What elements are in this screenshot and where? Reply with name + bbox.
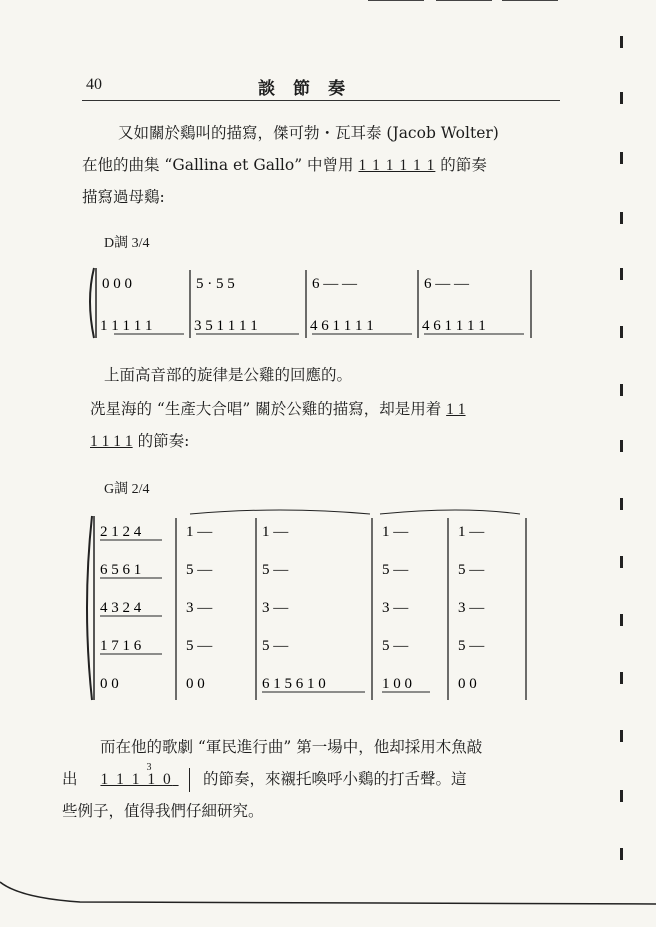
header-rule (82, 100, 560, 101)
example1-lower-m4: 4 6 1 1 1 1 (422, 318, 486, 334)
example2-row-1 (100, 524, 485, 540)
margin-mark (620, 268, 623, 280)
example1-lower-m3: 4 6 1 1 1 1 (310, 318, 374, 334)
top-edge-rule (502, 0, 558, 1)
para2-line2 (90, 394, 466, 425)
para3-rhythm-text: 1 1 1 1 0 (100, 771, 173, 788)
example1-key: D調 3/4 (104, 236, 150, 251)
margin-mark (620, 384, 623, 396)
ex2-r5-c3: 6 1 5 6 1 0 (262, 676, 326, 692)
para3-line2-text-b: 的節奏，來襯托喚呼小鷄的打舌聲。這 (203, 770, 467, 788)
ex2-r5-c4: 1 0 0 (382, 676, 412, 692)
para2-rhythm-b: 1 1 1 1 (90, 433, 133, 450)
example1-score (84, 262, 544, 344)
ex2-r2-c4: 5 — (382, 562, 409, 578)
top-edge-rule (436, 0, 492, 1)
example1-upper-m1: 0 0 0 (102, 276, 132, 292)
ex2-r2-c1: 6 5 6 1 (100, 562, 142, 578)
para2-line1: 上面高音部的旋律是公雞的回應的。 (104, 366, 353, 384)
margin-mark (620, 614, 623, 626)
para1-line3: 描寫過母鷄: (82, 188, 165, 206)
ex2-r3-c3: 3 — (262, 600, 289, 616)
margin-mark (620, 730, 623, 742)
page-number: 40 (86, 76, 102, 93)
para3-line1: 而在他的歌劇 “軍民進行曲” 第一場中，他却採用木魚敲 (100, 738, 483, 756)
example2-row-5 (100, 676, 477, 692)
ex2-r1-c5: 1 — (458, 524, 485, 540)
ex2-r4-c1: 1 7 1 6 (100, 638, 142, 654)
example1-upper-m3: 6 — — (312, 276, 357, 292)
ex2-r4-c2: 5 — (186, 638, 213, 654)
para2-rhythm-a: 1 1 (446, 401, 466, 418)
ex2-r3-c4: 3 — (382, 600, 409, 616)
margin-mark (620, 848, 623, 860)
ex2-r4-c5: 5 — (458, 638, 485, 654)
ex2-r5-c2: 0 0 (186, 676, 205, 692)
para3-rhythm (100, 762, 178, 788)
ex2-r4-c4: 5 — (382, 638, 409, 654)
para3-triplet-mark: 3 (146, 762, 154, 773)
margin-mark (620, 672, 623, 684)
para1-line1: 又如關於鷄叫的描寫，傑可勃・瓦耳泰 (Jacob Wolter) (118, 124, 499, 142)
ex2-r3-c5: 3 — (458, 600, 485, 616)
ex2-r4-c3: 5 — (262, 638, 289, 654)
example1-upper-m2: 5 · 5 5 (196, 276, 235, 292)
margin-mark (620, 152, 623, 164)
ex2-r5-c5: 0 0 (458, 676, 477, 692)
example1-brace (90, 268, 94, 338)
margin-mark (620, 326, 623, 338)
para3-barline (189, 768, 191, 792)
para2-line2-text: 冼星海的 “生產大合唱” 關於公雞的描寫，却是用着 (90, 400, 442, 418)
ex2-r3-c2: 3 — (186, 600, 213, 616)
example1-lower-m1: 1 1 1 1 1 (100, 318, 153, 334)
para3-line2 (62, 764, 467, 795)
para3-line2-text-a: 出 (62, 770, 78, 788)
example2-brace (87, 516, 92, 700)
example2-row-4 (100, 638, 485, 654)
para2-line3 (90, 426, 189, 457)
ex2-r5-c1: 0 0 (100, 676, 119, 692)
margin-mark (620, 36, 623, 48)
example2-key: G調 2/4 (104, 482, 150, 497)
margin-mark (620, 790, 623, 802)
margin-mark (620, 212, 623, 224)
example2-row-2 (100, 562, 485, 578)
bottom-page-edge (0, 880, 656, 927)
ex2-r3-c1: 4 3 2 4 (100, 600, 142, 616)
para2-line3-text: 的節奏: (137, 432, 190, 450)
ex2-r1-c1: 2 1 2 4 (100, 524, 142, 540)
ex2-r1-c4: 1 — (382, 524, 409, 540)
margin-mark (620, 498, 623, 510)
ex2-r2-c3: 5 — (262, 562, 289, 578)
para3-line3: 些例子，值得我們仔細研究。 (62, 802, 264, 820)
example2-score (80, 508, 540, 708)
ex2-r1-c2: 1 — (186, 524, 213, 540)
margin-mark (620, 440, 623, 452)
ex2-r1-c3: 1 — (262, 524, 289, 540)
top-edge-rule (368, 0, 424, 1)
para1-line2-text-a: 在他的曲集 “Gallina et Gallo” 中曾用 (82, 156, 354, 174)
para1-line2 (82, 150, 487, 181)
para1-rhythm: 1 1 1 1 1 1 (358, 157, 436, 174)
ex2-r2-c2: 5 — (186, 562, 213, 578)
para1-line2-text-b: 的節奏 (440, 156, 487, 174)
example2-row-3 (100, 600, 485, 616)
example1-upper-m4: 6 — — (424, 276, 469, 292)
margin-mark (620, 556, 623, 568)
margin-mark (620, 92, 623, 104)
example1-lower-m2: 3 5 1 1 1 1 (194, 318, 258, 334)
running-title: 談節奏 (258, 79, 363, 99)
ex2-r2-c5: 5 — (458, 562, 485, 578)
